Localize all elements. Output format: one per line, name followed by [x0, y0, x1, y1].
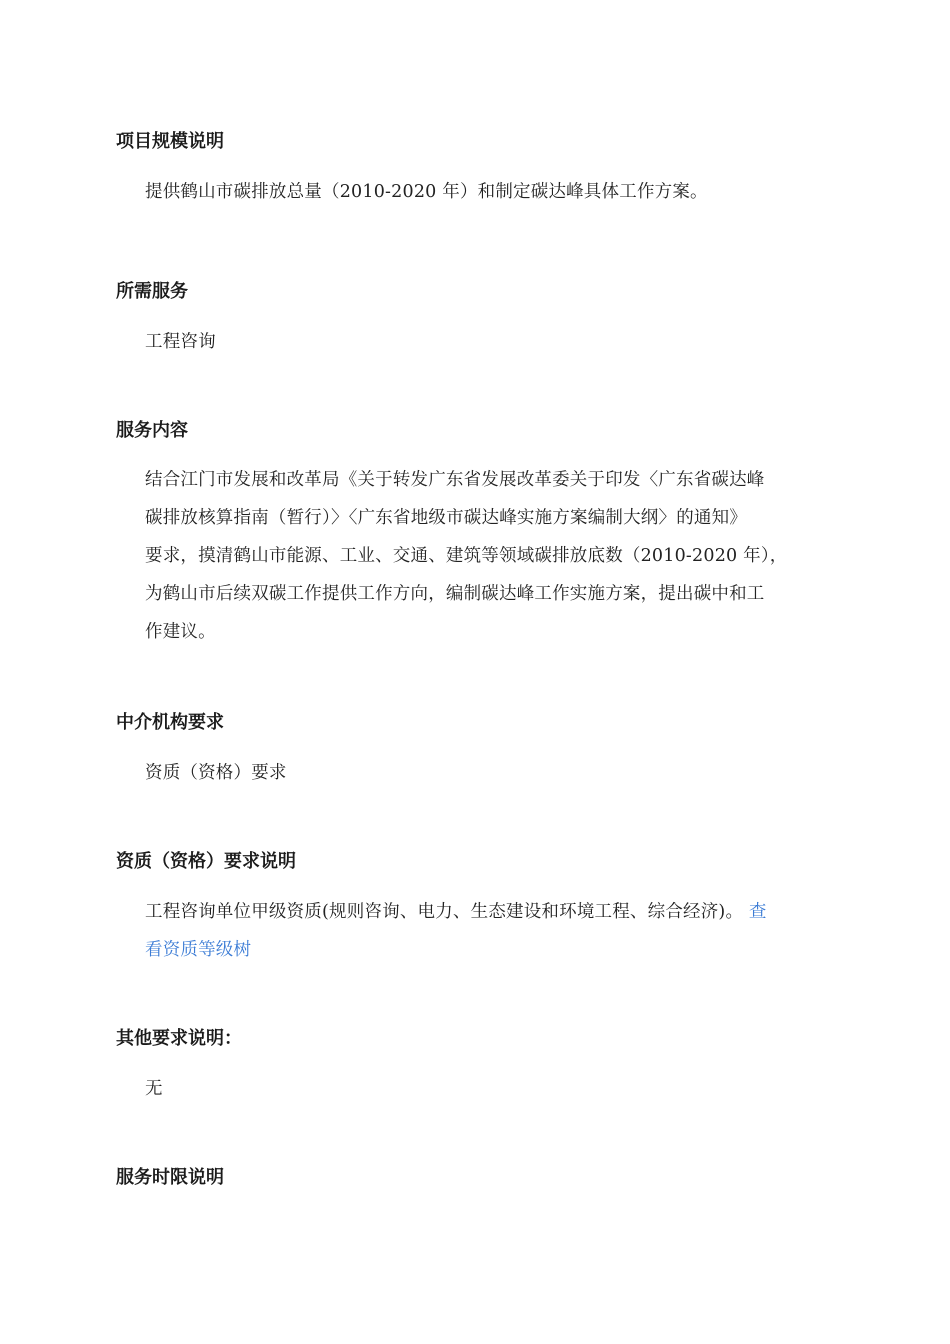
section-body-required-service [145, 323, 810, 361]
text-line [145, 893, 810, 931]
text-line: 提供鹤山市碳排放总量（2010-2020 年）和制定碳达峰具体工作方案。 [145, 182, 708, 202]
text-line: 结合江门市发展和改革局《关于转发广东省发展改革委关于印发〈广东省碳达峰 [145, 470, 765, 490]
view-qualification-tree-link[interactable]: 看资质等级树 [145, 940, 252, 960]
text-line [145, 931, 810, 969]
text-line: 作建议。 [145, 622, 216, 642]
text-line: 资质（资格）要求 [145, 763, 287, 783]
section-body-qualification-description [145, 893, 810, 969]
text-line: 为鹤山市后续双碳工作提供工作方向，编制碳达峰工作实施方案，提出碳中和工 [145, 584, 765, 604]
text-line: 碳排放核算指南（暂行）〉〈广东省地级市碳达峰实施方案编制大纲〉的通知》 [145, 508, 747, 528]
view-qualification-tree-link-start[interactable]: 查 [748, 902, 767, 922]
section-body-other-requirements [145, 1070, 810, 1108]
text-line: 要求，摸清鹤山市能源、工业、交通、建筑等领域碳排放底数（2010-2020 年）， [145, 546, 788, 566]
section-heading-service-time-limit: 服务时限说明 [116, 1167, 224, 1188]
section-heading-agency-requirements: 中介机构要求 [116, 712, 224, 733]
qualification-text: 工程咨询单位甲级资质(规则咨询、电力、生态建设和环境工程、综合经济)。 [145, 902, 744, 922]
section-body-agency-requirements [145, 754, 810, 792]
section-heading-service-content: 服务内容 [116, 420, 188, 441]
section-heading-required-service: 所需服务 [116, 281, 188, 302]
section-body-project-scale [145, 173, 810, 211]
text-line: 无 [145, 1079, 163, 1099]
section-heading-other-requirements: 其他要求说明： [116, 1028, 242, 1049]
text-line: 工程咨询 [145, 332, 216, 352]
section-heading-qualification-description: 资质（资格）要求说明 [116, 851, 296, 872]
section-heading-project-scale: 项目规模说明 [116, 131, 224, 152]
section-body-service-content [145, 461, 810, 651]
